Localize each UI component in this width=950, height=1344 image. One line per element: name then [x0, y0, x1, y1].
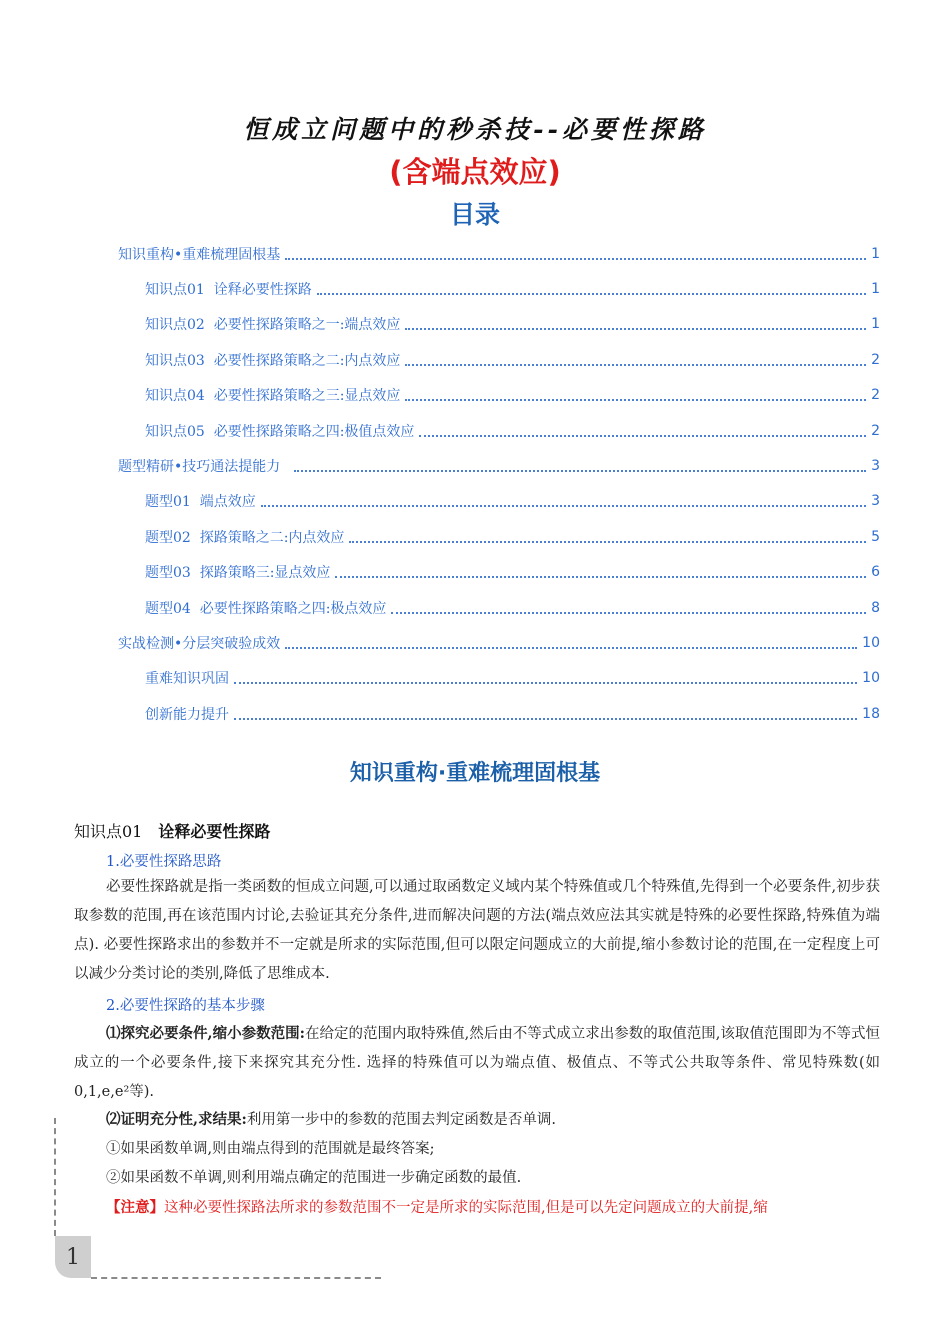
document-title: 恒成立问题中的秒杀技--必要性探路 [243, 115, 707, 144]
toc-entry-label: 创新能力提升 [145, 706, 229, 723]
step1-text: 在给定的范围内取特殊值,然后由不等式成立求出参数的取值范围,该取值范围即为不等式恒成立的一个必要条件,接下来探究其充分性. 选择的特殊值可以为端点值、极值点、不等式公共取等条件、常见特殊数(如0,1,e,e²等). [74, 1026, 880, 1100]
toc-entry[interactable] [118, 590, 880, 625]
subheading-steps: 2.必要性探路的基本步骤 [106, 998, 265, 1014]
toc-entry[interactable] [118, 484, 880, 519]
toc-dot-leader [285, 647, 857, 649]
toc-entry-page: 2 [871, 422, 880, 439]
toc-dot-leader [234, 718, 857, 720]
section-heading: 知识重构·重难梳理固根基 [349, 761, 601, 786]
step2-text: 利用第一步中的参数的范围去判定函数是否单调. [246, 1112, 557, 1128]
paragraph-step2 [106, 1105, 880, 1135]
toc-dot-leader [405, 364, 866, 366]
footer-horizontal-rule [91, 1277, 381, 1279]
toc-entry-page: 2 [871, 351, 880, 368]
toc-entry-label: 知识点04 必要性探路策略之三:显点效应 [145, 388, 401, 405]
toc-dot-leader [335, 576, 866, 578]
toc-dot-leader [349, 541, 866, 543]
table-of-contents [118, 236, 880, 731]
toc-entry-label: 题型04 必要性探路策略之四:极点效应 [145, 600, 387, 617]
toc-dot-leader [234, 682, 857, 684]
case-monotonic: ①如果函数单调,则由端点得到的范围就是最终答案; [106, 1141, 435, 1157]
toc-entry[interactable] [118, 307, 880, 342]
toc-entry-page: 1 [871, 316, 880, 333]
page-number: 1 [66, 1244, 80, 1270]
knowledge-point-title [74, 819, 270, 842]
toc-entry-label: 知识点01 诠释必要性探路 [145, 282, 312, 299]
note-text: 这种必要性探路法所求的参数范围不一定是所求的实际范围,但是可以先定问题成立的大前提,缩 [164, 1200, 768, 1216]
paragraph-approach: 必要性探路就是指一类函数的恒成立问题,可以通过取函数定义域内某个特殊值或几个特殊值,先得到一个必要条件,初步获取参数的范围,再在该范围内讨论,去验证其充分条件,进而解决问题的方法(端点效应法其实就是特殊的必要性探路,特殊值为端点). 必要性探路求出的参数并不一定就是所求的实际范围,但可以限定问题成立的大前提,缩小参数讨论的范围,在一定程度上可以减少分类讨论的类别,降低了思维成本. [74, 879, 880, 982]
paragraph-step1 [74, 1019, 880, 1107]
toc-dot-leader [419, 435, 866, 437]
toc-entry-label: 题型01 端点效应 [145, 494, 256, 511]
toc-entry-label: 题型02 探路策略之二:内点效应 [145, 529, 345, 546]
toc-entry[interactable] [118, 342, 880, 377]
toc-entry-label: 知识点03 必要性探路策略之二:内点效应 [145, 352, 401, 369]
toc-entry[interactable] [118, 378, 880, 413]
note-paragraph [106, 1193, 880, 1223]
page-number-badge [55, 1236, 91, 1278]
knowledge-point-name: 诠释必要性探路 [158, 822, 271, 841]
toc-entry-page: 5 [871, 528, 880, 545]
toc-dot-leader [285, 258, 866, 260]
toc-entry[interactable] [118, 519, 880, 554]
toc-entry[interactable] [118, 625, 880, 660]
toc-entry[interactable] [118, 696, 880, 731]
step2-label: ⑵证明充分性,求结果: [106, 1111, 247, 1128]
toc-entry-page: 3 [871, 458, 880, 475]
toc-entry-page: 3 [871, 493, 880, 510]
toc-entry[interactable] [118, 661, 880, 696]
toc-dot-leader [317, 293, 866, 295]
case-non-monotonic: ②如果函数不单调,则利用端点确定的范围进一步确定函数的最值. [106, 1170, 522, 1186]
toc-entry-label: 题型精研•技巧通法提能力 [118, 459, 290, 476]
toc-entry-label: 重难知识巩固 [145, 671, 229, 688]
note-tag: 【注意】 [106, 1199, 164, 1216]
subheading-approach: 1.必要性探路思路 [106, 854, 222, 870]
toc-entry[interactable] [118, 271, 880, 306]
toc-dot-leader [261, 505, 866, 507]
toc-title: 目录 [449, 200, 500, 229]
knowledge-point-number: 知识点01 [74, 822, 143, 841]
footer-vertical-rule [54, 1118, 56, 1236]
toc-entry-page: 6 [871, 564, 880, 581]
toc-entry-page: 18 [862, 705, 880, 722]
step1-label: ⑴探究必要条件,缩小参数范围: [106, 1025, 305, 1042]
toc-dot-leader [405, 399, 866, 401]
document-subtitle: (含端点效应) [389, 155, 561, 189]
toc-entry[interactable] [118, 448, 880, 483]
toc-entry-label: 题型03 探路策略三:显点效应 [145, 565, 331, 582]
toc-entry-page: 8 [871, 599, 880, 616]
toc-entry-label: 知识重构•重难梳理固根基 [118, 246, 281, 263]
toc-entry-page: 10 [862, 634, 880, 651]
toc-entry-label: 知识点02 必要性探路策略之一:端点效应 [145, 317, 401, 334]
toc-entry-label: 知识点05 必要性探路策略之四:极值点效应 [145, 423, 415, 440]
toc-entry-page: 2 [871, 387, 880, 404]
toc-entry-page: 1 [871, 281, 880, 298]
toc-entry-page: 10 [862, 670, 880, 687]
toc-dot-leader [391, 612, 866, 614]
toc-dot-leader [405, 328, 866, 330]
toc-entry-label: 实战检测•分层突破验成效 [118, 635, 281, 652]
toc-entry-page: 1 [871, 245, 880, 262]
toc-entry[interactable] [118, 236, 880, 271]
toc-dot-leader [294, 470, 866, 472]
toc-entry[interactable] [118, 555, 880, 590]
toc-entry[interactable] [118, 413, 880, 448]
